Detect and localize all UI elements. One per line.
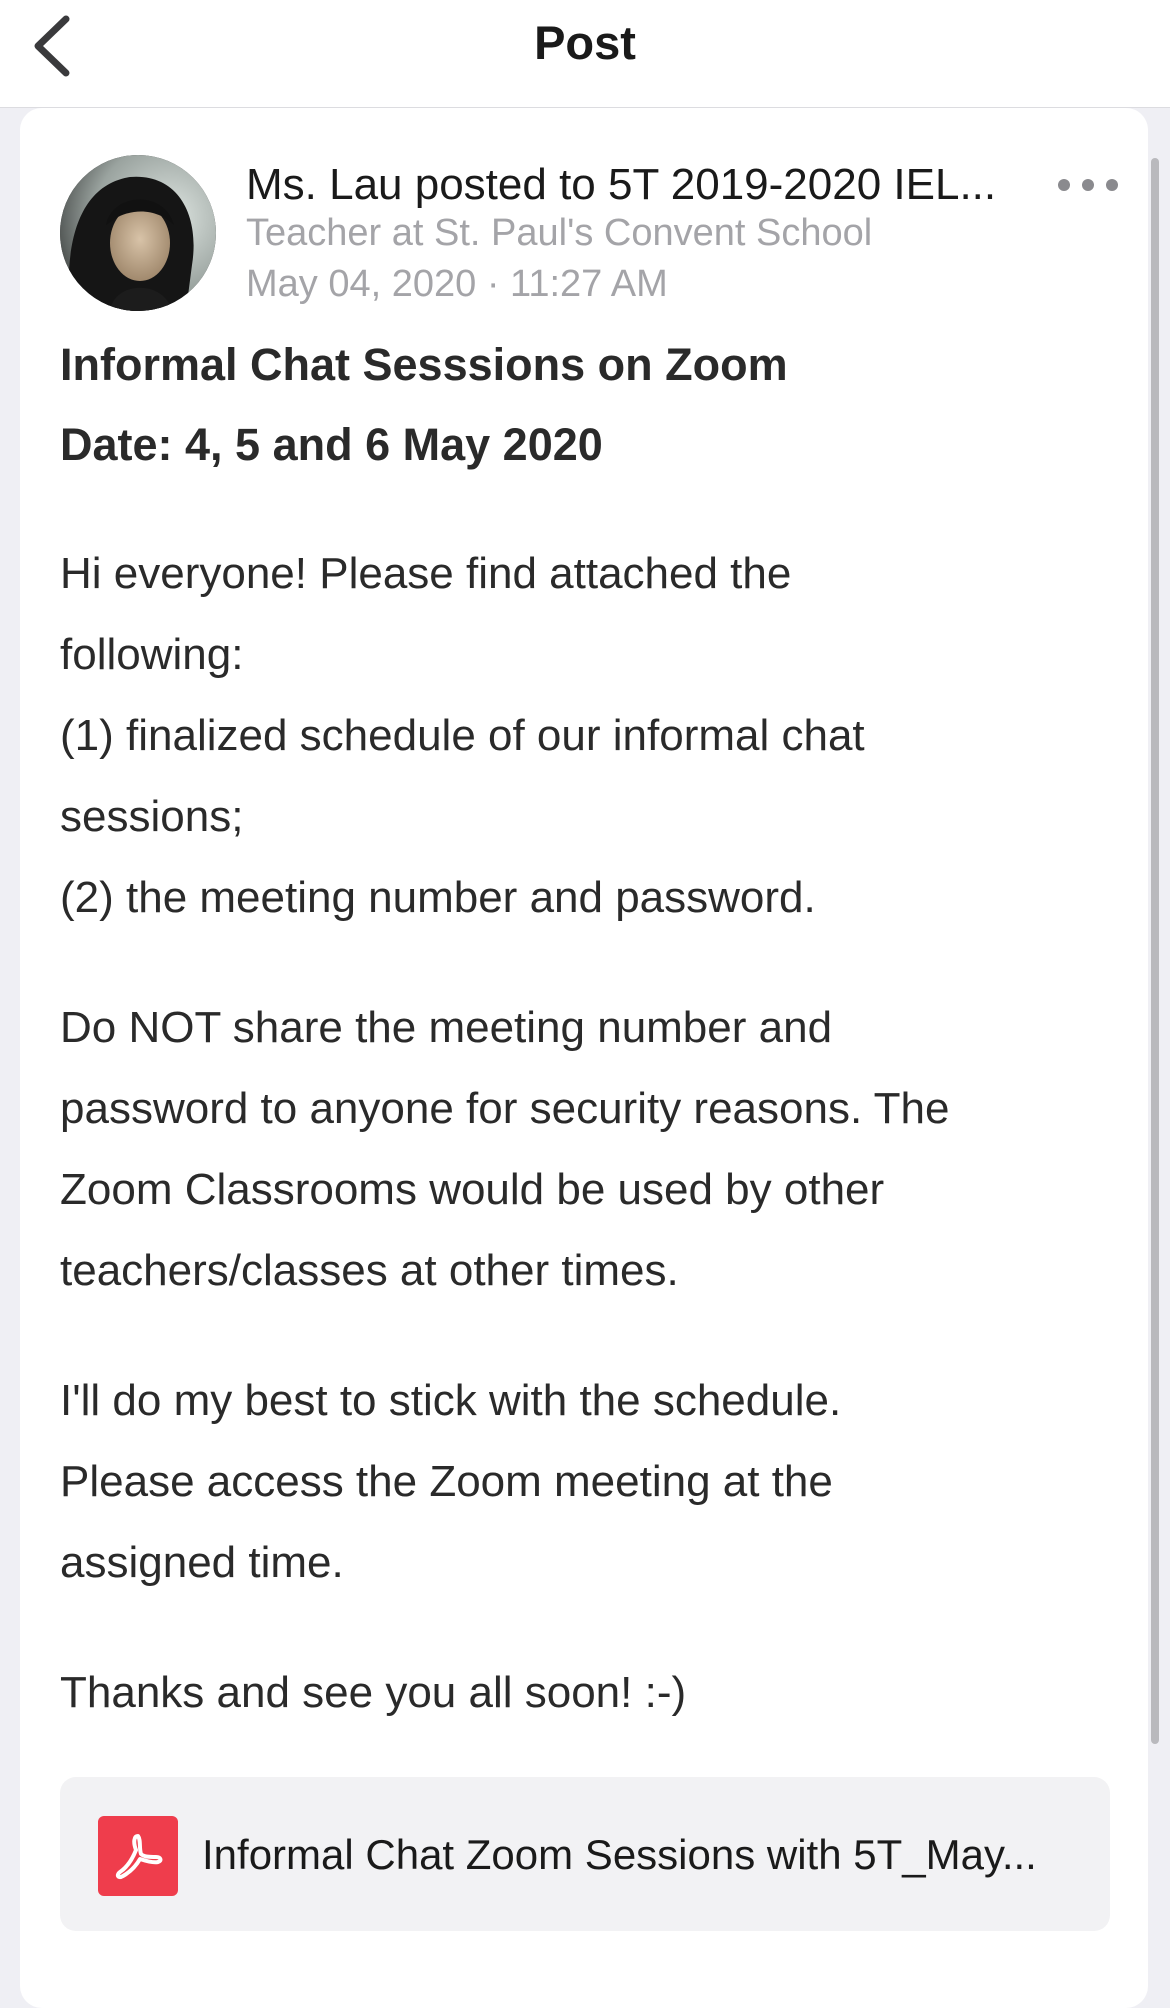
acrobat-logo-icon — [112, 1830, 164, 1882]
avatar-portrait-image — [60, 155, 216, 311]
body-text-line: Please access the Zoom meeting at the — [60, 1457, 833, 1506]
attachment-item[interactable] — [60, 1777, 1110, 1931]
body-text-line: Hi everyone! Please find attached the — [60, 549, 792, 598]
page-title: Post — [534, 16, 636, 69]
body-text-line: Do NOT share the meeting number and — [60, 1003, 833, 1052]
avatar[interactable] — [60, 155, 216, 311]
body-text-line: assigned time. — [60, 1538, 344, 1587]
body-text-line: Zoom Classrooms would be used by other — [60, 1165, 885, 1214]
scrollbar[interactable] — [1151, 158, 1159, 1744]
body-text-line: sessions; — [60, 792, 244, 841]
post-date-line: Date: 4, 5 and 6 May 2020 — [60, 419, 603, 470]
post-timestamp: May 04, 2020 · 11:27 AM — [246, 263, 668, 305]
body-text-line: (1) finalized schedule of our informal chat — [60, 711, 865, 760]
author-subtitle: Teacher at St. Paul's Convent School — [246, 212, 873, 254]
body-text-line: Thanks and see you all soon! :-) — [60, 1668, 687, 1717]
body-text-line: password to anyone for security reasons. The — [60, 1084, 950, 1133]
body-text-line: I'll do my best to stick with the schedule. — [60, 1376, 842, 1425]
body-text-line: (2) the meeting number and password. — [60, 873, 816, 922]
post-headline: Informal Chat Sesssions on Zoom — [60, 339, 788, 390]
body-text-line: following: — [60, 630, 244, 679]
author-line[interactable]: Ms. Lau posted to 5T 2019-2020 IEL... — [246, 160, 997, 209]
more-options-button[interactable] — [1058, 162, 1118, 208]
post-card — [20, 108, 1148, 2008]
pdf-file-icon — [98, 1816, 178, 1896]
more-horizontal-icon — [1058, 179, 1070, 191]
body-text-line: teachers/classes at other times. — [60, 1246, 679, 1295]
top-navigation-bar — [0, 0, 1170, 108]
more-horizontal-icon — [1082, 179, 1094, 191]
attachment-filename[interactable]: Informal Chat Zoom Sessions with 5T_May... — [202, 1831, 1037, 1878]
more-horizontal-icon — [1106, 179, 1118, 191]
